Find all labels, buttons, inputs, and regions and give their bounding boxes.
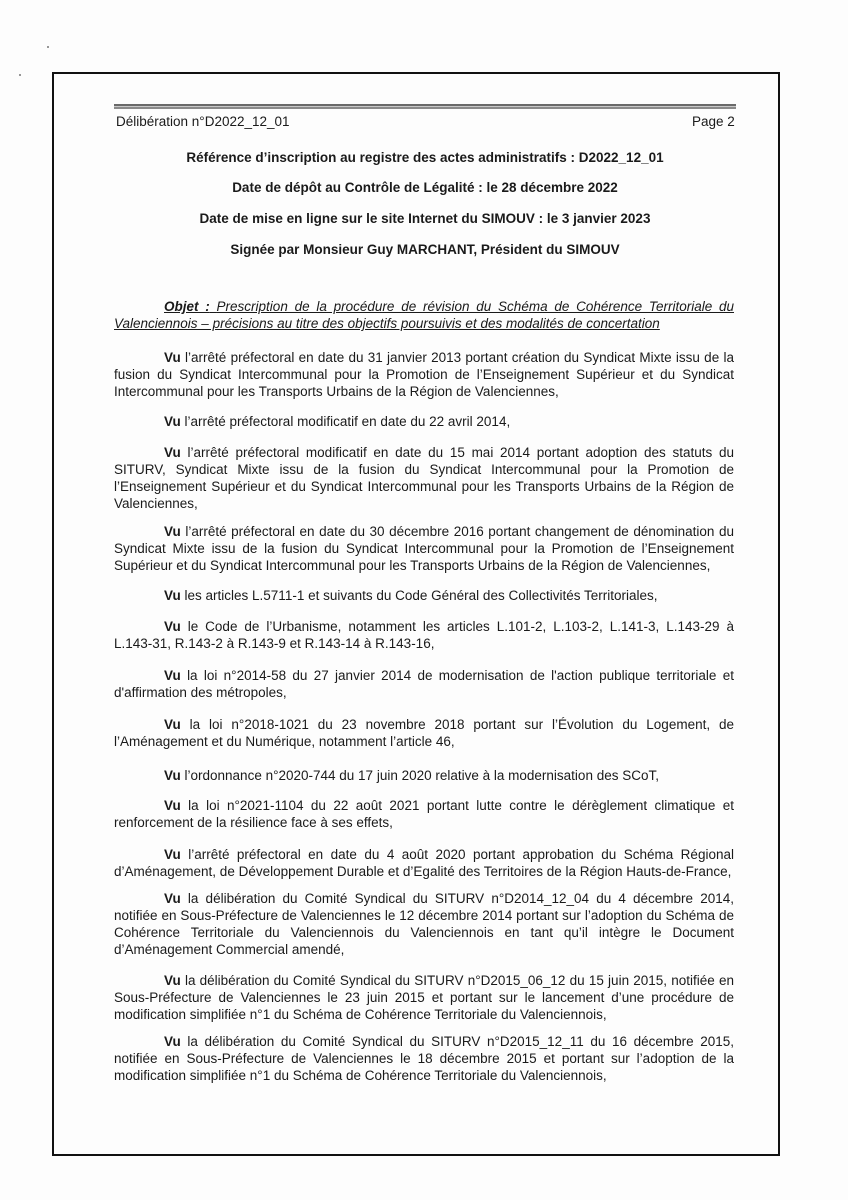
date-mise-en-ligne: Date de mise en ligne sur le site Internet du SIMOUV : le 3 janvier 2023 (199, 211, 651, 226)
objet-paragraph (114, 298, 734, 332)
vu-paragraph (114, 767, 734, 784)
vu-paragraph (114, 667, 734, 701)
vu-text: la délibération du Comité Syndical du SITURV n°D2014_12_04 du 4 décembre 2014, notifiée en Sous-Préfecture de Valenciennes le 12 décembre 2014 portant sur l’adoption du Schéma de Cohérence Territoriale du Valenciennois du Valenciennois en tant qu’il intègre le Document d’Aménagement Commercial amendé, (114, 891, 734, 957)
vu-label: Vu (164, 973, 181, 988)
vu-text: le Code de l’Urbanisme, notamment les articles L.101-2, L.103-2, L.141-3, L.143-29 à L.143-31, R.143-2 à R.143-9 et R.143-14 à R.143-16, (114, 619, 734, 651)
vu-paragraph (114, 890, 734, 958)
vu-label: Vu (164, 847, 181, 862)
vu-paragraph (114, 1033, 734, 1084)
vu-text: l’arrêté préfectoral modificatif en date du 22 avril 2014, (184, 414, 511, 429)
objet-text: Prescription de la procédure de révision du Schéma de Cohérence Territoriale du Valenciennois – précisions au titre des objectifs poursuivis et des modalités de concertation (114, 299, 734, 331)
signataire: Signée par Monsieur Guy MARCHANT, Président du SIMOUV (230, 242, 620, 257)
vu-text: la délibération du Comité Syndical du SITURV n°D2015_06_12 du 15 juin 2015, notifiée en Sous-Préfecture de Valenciennes le 23 juin 2015 et portant sur le lancement d’une procédure de modification simplifiée n°1 du Schéma de Cohérence Territoriale du Valenciennois, (114, 973, 734, 1022)
vu-paragraph (114, 413, 734, 430)
vu-paragraph (114, 846, 734, 880)
vu-label: Vu (164, 717, 181, 732)
vu-label: Vu (164, 768, 181, 783)
vu-text: l’arrêté préfectoral en date du 31 janvier 2013 portant création du Syndicat Mixte issu de la fusion du Syndicat Intercommunal pour la Promotion de l’Enseignement Supérieur et du Syndicat Intercommunal pour les Transports Urbains de la Région de Valenciennes, (114, 350, 734, 399)
vu-paragraph (114, 972, 734, 1023)
vu-label: Vu (164, 445, 181, 460)
vu-paragraph (114, 587, 734, 604)
vu-text: l’arrêté préfectoral en date du 4 août 2020 portant approbation du Schéma Régional d’Aménagement, de Développement Durable et d’Egalité des Territoires de la Région Hauts-de-France, (114, 847, 734, 879)
scan-speck (47, 46, 49, 48)
vu-paragraph (114, 618, 734, 652)
vu-paragraph (114, 523, 734, 574)
page-number: Page 2 (692, 114, 735, 129)
vu-paragraph (114, 349, 734, 400)
vu-label: Vu (164, 798, 181, 813)
vu-text: l’ordonnance n°2020-744 du 17 juin 2020 relative à la modernisation des SCoT, (184, 768, 659, 783)
header-rule (114, 104, 736, 109)
date-depot: Date de dépôt au Contrôle de Légalité : le 28 décembre 2022 (232, 180, 618, 195)
vu-label: Vu (164, 891, 181, 906)
vu-label: Vu (164, 1034, 181, 1049)
vu-text: les articles L.5711-1 et suivants du Code Général des Collectivités Territoriales, (184, 588, 658, 603)
vu-label: Vu (164, 414, 181, 429)
deliberation-number: Délibération n°D2022_12_01 (116, 114, 290, 129)
vu-text: la loi n°2014-58 du 27 janvier 2014 de modernisation de l'action publique territoriale et d'affirmation des métropoles, (114, 668, 734, 700)
vu-label: Vu (164, 588, 181, 603)
vu-text: l’arrêté préfectoral modificatif en date du 15 mai 2014 portant adoption des statuts du SITURV, Syndicat Mixte issu de la fusion du Syndicat Intercommunal pour la Promotion de l’Enseignement Supérieur et du Syndicat Intercommunal pour les Transports Urbains de la Région de Valenciennes, (114, 445, 734, 511)
vu-label: Vu (164, 524, 181, 539)
vu-text: l’arrêté préfectoral en date du 30 décembre 2016 portant changement de dénomination du Syndicat Mixte issu de la fusion du Syndicat Intercommunal pour la Promotion de l’Enseignement Supérieur et du Syndicat Intercommunal pour les Transports Urbains de la Région de Valenciennes, (114, 524, 734, 573)
vu-paragraph (114, 797, 734, 831)
vu-text: la délibération du Comité Syndical du SITURV n°D2015_12_11 du 16 décembre 2015, notifiée en Sous-Préfecture de Valenciennes le 18 décembre 2015 et portant sur l’adoption de la modification simplifiée n°1 du Schéma de Cohérence Territoriale du Valenciennois, (114, 1034, 734, 1083)
objet-label: Objet : (164, 299, 210, 314)
vu-label: Vu (164, 619, 181, 634)
vu-text: la loi n°2018-1021 du 23 novembre 2018 portant sur l’Évolution du Logement, de l’Aménagement et du Numérique, notamment l’article 46, (114, 717, 734, 749)
vu-label: Vu (164, 668, 181, 683)
vu-label: Vu (164, 350, 181, 365)
vu-text: la loi n°2021-1104 du 22 août 2021 portant lutte contre le dérèglement climatique et renforcement de la résilience face à ses effets, (114, 798, 734, 830)
reference-inscription: Référence d’inscription au registre des actes administratifs : D2022_12_01 (186, 150, 664, 165)
vu-paragraph (114, 716, 734, 750)
scan-speck (19, 74, 21, 76)
vu-paragraph (114, 444, 734, 512)
